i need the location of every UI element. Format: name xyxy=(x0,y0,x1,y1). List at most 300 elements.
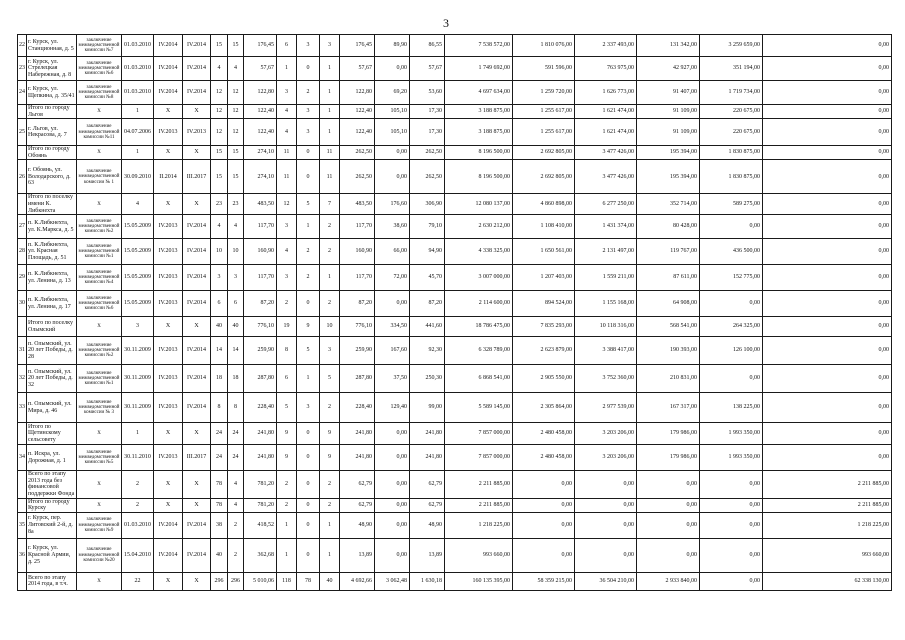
premises-private-cell: 3 xyxy=(297,119,320,146)
premises-municipal-cell: 2 xyxy=(320,393,340,423)
address-cell: Всего по этапу 2014 года, в т.ч. xyxy=(27,572,77,590)
extra-source-cell: 1 218 225,00 xyxy=(763,512,892,538)
extra-source-cell: 0,00 xyxy=(763,160,892,194)
regional-budget-cell: 2 977 539,00 xyxy=(575,393,637,423)
local-budget-cell: 0,00 xyxy=(637,512,700,538)
resettled-count-cell: 2 xyxy=(228,538,244,572)
area-private-cell: 0,00 xyxy=(375,57,410,81)
resettled-count-cell: 15 xyxy=(228,35,244,57)
premises-private-cell: 2 xyxy=(297,265,320,291)
address-cell: г. Льгов, ул. Некрасова, д. 7 xyxy=(27,119,77,146)
table-row xyxy=(18,160,892,194)
regional-budget-cell: 1 626 773,00 xyxy=(575,81,637,105)
area-total-cell: 262,50 xyxy=(340,160,375,194)
planned-start-cell: IV.2014 xyxy=(154,35,183,57)
regional-budget-cell: 3 388 417,00 xyxy=(575,337,637,365)
resettled-count-cell: 12 xyxy=(228,105,244,119)
area-private-cell: 105,10 xyxy=(375,119,410,146)
resettled-count-cell: 24 xyxy=(228,423,244,445)
date-cell: 30.11.2009 xyxy=(122,365,154,393)
address-cell: г. Курск, пер. Литовский 2-й, д. 8а xyxy=(27,512,77,538)
area-private-cell: 0,00 xyxy=(375,160,410,194)
planned-start-cell: X xyxy=(154,317,183,337)
other-source-cell: 0,00 xyxy=(700,365,763,393)
total-area-cell: 274,10 xyxy=(244,146,277,160)
row-number: 33 xyxy=(18,393,27,423)
row-number xyxy=(18,317,27,337)
date-cell: 2 xyxy=(122,471,154,498)
residents-count-cell: 38 xyxy=(211,512,228,538)
address-cell: г. Курск, ул. Стрелецкая Набережная, д. 8 xyxy=(27,57,77,81)
area-total-cell: 241,80 xyxy=(340,423,375,445)
residents-count-cell: 4 xyxy=(211,57,228,81)
premises-municipal-cell: 10 xyxy=(320,317,340,337)
document-cell: X xyxy=(77,572,122,590)
date-cell: 01.03.2010 xyxy=(122,512,154,538)
premises-total-cell: 6 xyxy=(277,35,297,57)
total-area-cell: 87,20 xyxy=(244,291,277,317)
planned-end-cell: III.2017 xyxy=(183,445,211,471)
premises-total-cell: 3 xyxy=(277,215,297,239)
planned-start-cell: X xyxy=(154,194,183,215)
local-budget-cell: 91 407,00 xyxy=(637,81,700,105)
fund-cell: 894 524,00 xyxy=(513,291,575,317)
regional-budget-cell: 2 131 497,00 xyxy=(575,239,637,265)
residents-count-cell: 10 xyxy=(211,239,228,265)
area-municipal-cell: 99,00 xyxy=(410,393,445,423)
area-private-cell: 0,00 xyxy=(375,146,410,160)
cost-total-cell: 2 630 212,00 xyxy=(445,215,513,239)
residents-count-cell: 12 xyxy=(211,119,228,146)
row-number xyxy=(18,194,27,215)
row-number xyxy=(18,471,27,498)
table-row xyxy=(18,423,892,445)
total-area-cell: 776,10 xyxy=(244,317,277,337)
premises-municipal-cell: 1 xyxy=(320,265,340,291)
row-number: 27 xyxy=(18,215,27,239)
extra-source-cell: 0,00 xyxy=(763,337,892,365)
premises-total-cell: 9 xyxy=(277,423,297,445)
address-cell: п. К.Либкнехта, ул. Ленина, д. 17 xyxy=(27,291,77,317)
resettled-count-cell: 6 xyxy=(228,291,244,317)
premises-private-cell: 9 xyxy=(297,317,320,337)
area-municipal-cell: 241,80 xyxy=(410,423,445,445)
premises-municipal-cell: 5 xyxy=(320,365,340,393)
planned-start-cell: X xyxy=(154,146,183,160)
residents-count-cell: 40 xyxy=(211,317,228,337)
planned-start-cell: X xyxy=(154,498,183,512)
premises-private-cell: 0 xyxy=(297,512,320,538)
planned-start-cell: X xyxy=(154,105,183,119)
premises-private-cell: 2 xyxy=(297,81,320,105)
other-source-cell: 0,00 xyxy=(700,572,763,590)
area-private-cell: 38,60 xyxy=(375,215,410,239)
date-cell: 22 xyxy=(122,572,154,590)
row-number xyxy=(18,423,27,445)
residents-count-cell: 8 xyxy=(211,393,228,423)
table-row xyxy=(18,239,892,265)
cost-total-cell: 993 660,00 xyxy=(445,538,513,572)
fund-cell: 2 480 458,00 xyxy=(513,445,575,471)
local-budget-cell: 42 927,00 xyxy=(637,57,700,81)
fund-cell: 0,00 xyxy=(513,471,575,498)
residents-count-cell: 78 xyxy=(211,498,228,512)
regional-budget-cell: 0,00 xyxy=(575,512,637,538)
regional-budget-cell: 2 337 493,00 xyxy=(575,35,637,57)
planned-end-cell: IV.2014 xyxy=(183,239,211,265)
table-row xyxy=(18,81,892,105)
extra-source-cell: 0,00 xyxy=(763,119,892,146)
area-total-cell: 122,40 xyxy=(340,105,375,119)
premises-private-cell: 0 xyxy=(297,146,320,160)
local-budget-cell: 190 393,00 xyxy=(637,337,700,365)
regional-budget-cell: 3 477 426,00 xyxy=(575,160,637,194)
residents-count-cell: 296 xyxy=(211,572,228,590)
table-row xyxy=(18,265,892,291)
premises-municipal-cell: 1 xyxy=(320,119,340,146)
extra-source-cell: 0,00 xyxy=(763,423,892,445)
planned-end-cell: IV.2014 xyxy=(183,393,211,423)
other-source-cell: 0,00 xyxy=(700,512,763,538)
area-municipal-cell: 1 630,18 xyxy=(410,572,445,590)
local-budget-cell: 0,00 xyxy=(637,498,700,512)
address-cell: г. Курск, ул. Щепкина, д. 35/41 xyxy=(27,81,77,105)
other-source-cell: 0,00 xyxy=(700,291,763,317)
document-cell: заключение межведомственной комиссии №5 xyxy=(77,445,122,471)
planned-end-cell: IV.2013 xyxy=(183,119,211,146)
date-cell: 01.03.2010 xyxy=(122,35,154,57)
extra-source-cell: 0,00 xyxy=(763,291,892,317)
address-cell: Итого по городу Курску xyxy=(27,498,77,512)
fund-cell: 2 905 550,00 xyxy=(513,365,575,393)
table-row xyxy=(18,393,892,423)
planned-start-cell: IV.2014 xyxy=(154,81,183,105)
planned-start-cell: X xyxy=(154,423,183,445)
premises-total-cell: 118 xyxy=(277,572,297,590)
local-budget-cell: 131 342,00 xyxy=(637,35,700,57)
resettled-count-cell: 40 xyxy=(228,317,244,337)
planned-end-cell: X xyxy=(183,105,211,119)
fund-cell: 1 259 720,00 xyxy=(513,81,575,105)
other-source-cell: 1 830 875,00 xyxy=(700,146,763,160)
document-cell: X xyxy=(77,146,122,160)
resettled-count-cell: 12 xyxy=(228,81,244,105)
address-cell: Итого по городу Льгов xyxy=(27,105,77,119)
planned-end-cell: X xyxy=(183,498,211,512)
cost-total-cell: 12 080 137,00 xyxy=(445,194,513,215)
premises-private-cell: 1 xyxy=(297,215,320,239)
area-private-cell: 72,00 xyxy=(375,265,410,291)
planned-end-cell: IV.2014 xyxy=(183,538,211,572)
premises-total-cell: 11 xyxy=(277,146,297,160)
table-row xyxy=(18,538,892,572)
planned-start-cell: IV.2014 xyxy=(154,512,183,538)
premises-private-cell: 3 xyxy=(297,393,320,423)
area-total-cell: 48,90 xyxy=(340,512,375,538)
residents-count-cell: 15 xyxy=(211,35,228,57)
premises-total-cell: 3 xyxy=(277,265,297,291)
premises-private-cell: 0 xyxy=(297,57,320,81)
planned-end-cell: IV.2014 xyxy=(183,365,211,393)
cost-total-cell: 3 007 000,00 xyxy=(445,265,513,291)
area-total-cell: 776,10 xyxy=(340,317,375,337)
area-total-cell: 62,79 xyxy=(340,498,375,512)
address-cell: Итого по городу Обоянь xyxy=(27,146,77,160)
area-private-cell: 3 062,48 xyxy=(375,572,410,590)
fund-cell: 0,00 xyxy=(513,538,575,572)
other-source-cell: 0,00 xyxy=(700,538,763,572)
area-municipal-cell: 62,79 xyxy=(410,471,445,498)
planned-start-cell: IV.2013 xyxy=(154,215,183,239)
premises-total-cell: 4 xyxy=(277,239,297,265)
fund-cell: 0,00 xyxy=(513,498,575,512)
planned-start-cell: IV.2014 xyxy=(154,57,183,81)
document-cell: заключение межведомственной комиссии №1 xyxy=(77,239,122,265)
local-budget-cell: 64 908,00 xyxy=(637,291,700,317)
area-municipal-cell: 262,50 xyxy=(410,146,445,160)
table-row xyxy=(18,119,892,146)
premises-private-cell: 2 xyxy=(297,239,320,265)
cost-total-cell: 4 338 325,00 xyxy=(445,239,513,265)
resettled-count-cell: 4 xyxy=(228,498,244,512)
table-row xyxy=(18,471,892,498)
table-row xyxy=(18,445,892,471)
area-municipal-cell: 441,60 xyxy=(410,317,445,337)
document-cell: заключение межведомственной комиссии №4 xyxy=(77,265,122,291)
residents-count-cell: 24 xyxy=(211,423,228,445)
area-total-cell: 259,90 xyxy=(340,337,375,365)
area-total-cell: 57,67 xyxy=(340,57,375,81)
planned-end-cell: X xyxy=(183,146,211,160)
row-number: 29 xyxy=(18,265,27,291)
document-cell: X xyxy=(77,194,122,215)
fund-cell: 1 810 076,00 xyxy=(513,35,575,57)
area-private-cell: 129,40 xyxy=(375,393,410,423)
fund-cell: 2 623 879,00 xyxy=(513,337,575,365)
table-row xyxy=(18,512,892,538)
residents-count-cell: 6 xyxy=(211,291,228,317)
total-area-cell: 241,80 xyxy=(244,445,277,471)
date-cell: 15.05.2009 xyxy=(122,291,154,317)
area-total-cell: 62,79 xyxy=(340,471,375,498)
planned-start-cell: IV.2013 xyxy=(154,365,183,393)
date-cell: 1 xyxy=(122,423,154,445)
row-number: 22 xyxy=(18,35,27,57)
document-cell: заключение межведомственной комиссии №2 xyxy=(77,337,122,365)
area-total-cell: 241,80 xyxy=(340,445,375,471)
resettled-count-cell: 14 xyxy=(228,337,244,365)
area-total-cell: 87,20 xyxy=(340,291,375,317)
date-cell: 15.04.2010 xyxy=(122,538,154,572)
premises-private-cell: 5 xyxy=(297,194,320,215)
local-budget-cell: 195 394,00 xyxy=(637,146,700,160)
other-source-cell: 138 225,00 xyxy=(700,393,763,423)
area-total-cell: 13,89 xyxy=(340,538,375,572)
area-private-cell: 37,50 xyxy=(375,365,410,393)
other-source-cell: 589 275,00 xyxy=(700,194,763,215)
local-budget-cell: 179 986,00 xyxy=(637,423,700,445)
document-cell: заключение межведомственной комиссии №6 xyxy=(77,291,122,317)
total-area-cell: 57,67 xyxy=(244,57,277,81)
total-area-cell: 5 010,06 xyxy=(244,572,277,590)
extra-source-cell: 0,00 xyxy=(763,365,892,393)
date-cell: 30.11.2009 xyxy=(122,393,154,423)
premises-private-cell: 1 xyxy=(297,365,320,393)
date-cell: 30.09.2010 xyxy=(122,160,154,194)
date-cell: 2 xyxy=(122,498,154,512)
date-cell: 1 xyxy=(122,105,154,119)
fund-cell: 0,00 xyxy=(513,512,575,538)
premises-municipal-cell: 9 xyxy=(320,445,340,471)
resettled-count-cell: 296 xyxy=(228,572,244,590)
planned-end-cell: X xyxy=(183,572,211,590)
premises-municipal-cell: 1 xyxy=(320,105,340,119)
premises-private-cell: 78 xyxy=(297,572,320,590)
other-source-cell: 436 500,00 xyxy=(700,239,763,265)
total-area-cell: 122,80 xyxy=(244,81,277,105)
area-municipal-cell: 262,50 xyxy=(410,160,445,194)
area-private-cell: 69,20 xyxy=(375,81,410,105)
address-cell: п. Олымский, ул. 20 лет Победы, д. 32 xyxy=(27,365,77,393)
area-municipal-cell: 17,30 xyxy=(410,105,445,119)
fund-cell: 1 108 410,00 xyxy=(513,215,575,239)
area-private-cell: 0,00 xyxy=(375,423,410,445)
area-total-cell: 117,70 xyxy=(340,265,375,291)
address-cell: г. Обоянь, ул. Володарского, д. 63 xyxy=(27,160,77,194)
total-area-cell: 362,68 xyxy=(244,538,277,572)
planned-start-cell: IV.2013 xyxy=(154,119,183,146)
date-cell: 4 xyxy=(122,194,154,215)
fund-cell: 1 207 403,00 xyxy=(513,265,575,291)
fund-cell: 1 255 617,00 xyxy=(513,119,575,146)
residents-count-cell: 15 xyxy=(211,146,228,160)
local-budget-cell: 179 986,00 xyxy=(637,445,700,471)
premises-municipal-cell: 2 xyxy=(320,291,340,317)
row-number xyxy=(18,105,27,119)
cost-total-cell: 8 196 500,00 xyxy=(445,160,513,194)
residents-count-cell: 24 xyxy=(211,445,228,471)
residents-count-cell: 14 xyxy=(211,337,228,365)
extra-source-cell: 993 660,00 xyxy=(763,538,892,572)
total-area-cell: 287,80 xyxy=(244,365,277,393)
document-cell: X xyxy=(77,105,122,119)
local-budget-cell: 80 428,00 xyxy=(637,215,700,239)
residents-count-cell: 4 xyxy=(211,215,228,239)
address-cell: Итого по поселку имени К. Либкнехта xyxy=(27,194,77,215)
fund-cell: 7 835 293,00 xyxy=(513,317,575,337)
premises-private-cell: 5 xyxy=(297,337,320,365)
residents-count-cell: 12 xyxy=(211,105,228,119)
premises-total-cell: 5 xyxy=(277,393,297,423)
row-number: 36 xyxy=(18,538,27,572)
resettled-count-cell: 23 xyxy=(228,194,244,215)
table-row xyxy=(18,365,892,393)
document-cell: заключение межведомственной комиссии №1 xyxy=(77,365,122,393)
premises-total-cell: 12 xyxy=(277,194,297,215)
regional-budget-cell: 0,00 xyxy=(575,538,637,572)
local-budget-cell: 91 109,00 xyxy=(637,105,700,119)
extra-source-cell: 0,00 xyxy=(763,194,892,215)
planned-end-cell: IV.2014 xyxy=(183,512,211,538)
extra-source-cell: 2 211 885,00 xyxy=(763,471,892,498)
row-number: 34 xyxy=(18,445,27,471)
premises-municipal-cell: 11 xyxy=(320,160,340,194)
address-cell: Всего по этапу 2013 года без финансовой поддержки Фонда xyxy=(27,471,77,498)
planned-end-cell: IV.2014 xyxy=(183,337,211,365)
table-row xyxy=(18,146,892,160)
residents-count-cell: 78 xyxy=(211,471,228,498)
table-row xyxy=(18,572,892,590)
planned-end-cell: IV.2014 xyxy=(183,81,211,105)
area-municipal-cell: 250,30 xyxy=(410,365,445,393)
area-municipal-cell: 57,67 xyxy=(410,57,445,81)
area-municipal-cell: 87,20 xyxy=(410,291,445,317)
premises-municipal-cell: 40 xyxy=(320,572,340,590)
planned-end-cell: IV.2014 xyxy=(183,265,211,291)
area-private-cell: 0,00 xyxy=(375,498,410,512)
address-cell: п. К.Либкнехта, ул. Красная Площадь, д. 51 xyxy=(27,239,77,265)
resettled-count-cell: 2 xyxy=(228,512,244,538)
date-cell: 15.05.2009 xyxy=(122,265,154,291)
row-number xyxy=(18,498,27,512)
area-private-cell: 0,00 xyxy=(375,538,410,572)
resettled-count-cell: 15 xyxy=(228,160,244,194)
table-row xyxy=(18,35,892,57)
area-total-cell: 4 692,66 xyxy=(340,572,375,590)
local-budget-cell: 352 714,00 xyxy=(637,194,700,215)
regional-budget-cell: 36 504 210,00 xyxy=(575,572,637,590)
planned-end-cell: III.2017 xyxy=(183,160,211,194)
row-number: 30 xyxy=(18,291,27,317)
premises-municipal-cell: 1 xyxy=(320,538,340,572)
date-cell: 30.11.2010 xyxy=(122,445,154,471)
local-budget-cell: 91 109,00 xyxy=(637,119,700,146)
fund-cell: 58 359 215,00 xyxy=(513,572,575,590)
other-source-cell: 0,00 xyxy=(700,215,763,239)
document-cell: заключение межведомственной комиссии №8 xyxy=(77,81,122,105)
premises-total-cell: 6 xyxy=(277,365,297,393)
premises-private-cell: 3 xyxy=(297,35,320,57)
regional-budget-cell: 1 155 168,00 xyxy=(575,291,637,317)
total-area-cell: 117,70 xyxy=(244,215,277,239)
document-cell: заключение межведомственной комиссии №2 xyxy=(77,215,122,239)
table-row xyxy=(18,291,892,317)
row-number xyxy=(18,146,27,160)
cost-total-cell: 7 857 000,00 xyxy=(445,423,513,445)
resettled-count-cell: 24 xyxy=(228,445,244,471)
row-number: 26 xyxy=(18,160,27,194)
premises-municipal-cell: 3 xyxy=(320,35,340,57)
housing-resettlement-table xyxy=(17,34,892,591)
planned-end-cell: X xyxy=(183,423,211,445)
total-area-cell: 781,20 xyxy=(244,471,277,498)
local-budget-cell: 568 541,00 xyxy=(637,317,700,337)
fund-cell: 1 650 561,00 xyxy=(513,239,575,265)
cost-total-cell: 160 135 395,00 xyxy=(445,572,513,590)
area-municipal-cell: 48,90 xyxy=(410,512,445,538)
other-source-cell: 126 100,00 xyxy=(700,337,763,365)
local-budget-cell: 2 933 840,00 xyxy=(637,572,700,590)
fund-cell: 2 480 458,00 xyxy=(513,423,575,445)
row-number: 32 xyxy=(18,365,27,393)
cost-total-cell: 7 857 000,00 xyxy=(445,445,513,471)
cost-total-cell: 2 114 600,00 xyxy=(445,291,513,317)
cost-total-cell: 8 196 500,00 xyxy=(445,146,513,160)
other-source-cell: 1 830 875,00 xyxy=(700,160,763,194)
table-row xyxy=(18,498,892,512)
premises-total-cell: 2 xyxy=(277,471,297,498)
fund-cell: 591 596,00 xyxy=(513,57,575,81)
